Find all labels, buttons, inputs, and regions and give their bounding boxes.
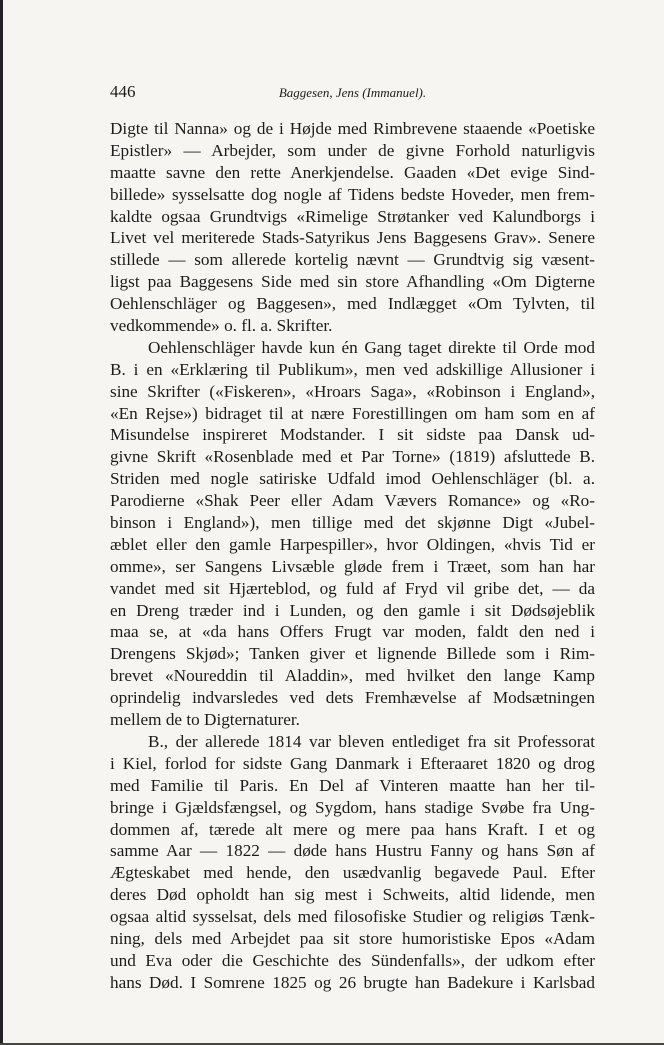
- text-line: ning, dels med Arbejdet paa sit store humoristiske Epos «Adam: [110, 928, 595, 948]
- body-text: [110, 118, 595, 994]
- scan-edge-left: [0, 0, 3, 1045]
- text-line: givne Skrift «Rosenblade med et Par Torne» (1819) afsluttede B.: [110, 447, 595, 467]
- text-line: sine Skrifter («Fiskeren», «Hroars Saga», «Robinson i England»,: [110, 381, 595, 401]
- text-line: Epistler» — Arbejder, som under de givne Forhold naturligvis: [110, 140, 595, 160]
- text-line: i Kiel, forlod for sidste Gang Danmark i Efteraaret 1820 og drog: [110, 753, 595, 773]
- text-line: maa se, at «da hans Offers Frugt var moden, faldt den ned i: [110, 622, 595, 642]
- text-line: Parodierne «Shak Peer eller Adam Vævers Romance» og «Ro-: [110, 491, 595, 511]
- text-line: Striden med nogle satiriske Udfald imod Oehlenschläger (bl. a.: [110, 469, 595, 489]
- text-line: vandet med sit Hjærteblod, og fuld af Fryd vil gribe det, — da: [110, 578, 595, 598]
- text-line: Ægteskabet med hende, den usædvanlig begavede Paul. Efter: [110, 863, 595, 883]
- text-line: «En Rejse») bidraget til at nære Forestillingen om ham som en af: [110, 403, 595, 423]
- text-line: stillede — som allerede kortelig nævnt — Grundtvig sig væsent-: [110, 250, 595, 270]
- text-line: Oehlenschläger havde kun én Gang taget direkte til Orde mod: [148, 337, 595, 357]
- text-line: en Dreng træder ind i Lunden, og den gamle i sit Dødsøjeblik: [110, 600, 595, 620]
- text-line: hans Død. I Somrene 1825 og 26 brugte han Badekure i Karlsbad: [110, 972, 595, 992]
- text-line: bringe i Gjældsfængsel, og Sygdom, hans stadige Svøbe fra Ung-: [110, 797, 595, 817]
- text-line: maatte savne den rette Anerkjendelse. Gaaden «Det evige Sind-: [110, 162, 595, 182]
- text-line: Misundelse inspireret Modstander. I sit sidste paa Dansk ud-: [110, 425, 595, 445]
- text-line: Livet vel meriterede Stads-Satyrikus Jens Baggesens Grav». Senere: [110, 228, 595, 248]
- text-line: dommen af, tærede alt mere og mere paa hans Kraft. I et og: [110, 819, 595, 839]
- text-line: deres Død opholdt han sig mest i Schweits, altid lidende, men: [110, 885, 595, 905]
- text-line: mellem de to Digternaturer.: [110, 710, 300, 730]
- text-line: Oehlenschläger og Baggesen», med Indlægget «Om Tylvten, til: [110, 294, 595, 314]
- text-line: B., der allerede 1814 var bleven entlediget fra sit Professorat: [148, 731, 595, 751]
- text-line: und Eva oder die Geschichte des Sündenfalls», der udkom efter: [110, 950, 595, 970]
- paragraph: [110, 337, 595, 731]
- text-line: samme Aar — 1822 — døde hans Hustru Fanny og hans Søn af: [110, 841, 595, 861]
- text-line: omme», ser Sangens Livsæble gløde frem i Træet, som han har: [110, 556, 595, 576]
- text-line: vedkommende» o. fl. a. Skrifter.: [110, 316, 333, 336]
- text-line: med Familie til Paris. En Del af Vinteren maatte han her til-: [110, 775, 595, 795]
- running-head: Baggesen, Jens (Immanuel).: [278, 85, 427, 100]
- paragraph: [110, 731, 595, 994]
- text-line: æblet eller den gamle Harpespiller», hvor Oldingen, «hvis Tid er: [110, 534, 595, 554]
- text-line: ligst paa Baggesens Side med sin store Afhandling «Om Digterne: [110, 272, 595, 292]
- page-header: [110, 82, 595, 108]
- text-line: kaldte ogsaa Grundtvigs «Rimelige Strøtanker ved Kalundborgs i: [110, 206, 595, 226]
- text-line: billede» sysselsatte dog nogle af Tidens bedste Hoveder, men frem-: [110, 184, 595, 204]
- text-line: ogsaa altid sysselsat, dels med filosofiske Studier og religiøs Tænk-: [110, 907, 595, 927]
- text-line: oprindelig indvarsledes ved dets Fremhævelse af Modsætningen: [110, 688, 595, 708]
- text-line: Digte til Nanna» og de i Højde med Rimbrevene staaende «Poetiske: [110, 119, 595, 138]
- page-number: 446: [110, 82, 136, 101]
- text-line: B. i en «Erklæring til Publikum», men ved adskillige Allusioner i: [110, 359, 595, 379]
- text-line: Drengens Skjød»; Tanken giver et lignende Billede som i Rim-: [110, 644, 595, 664]
- paragraph: [110, 118, 595, 337]
- text-line: brevet «Noureddin til Aladdin», med hvilket den lange Kamp: [110, 666, 595, 686]
- text-line: binson i England»), men tillige med det skjønne Digt «Jubel-: [110, 513, 595, 533]
